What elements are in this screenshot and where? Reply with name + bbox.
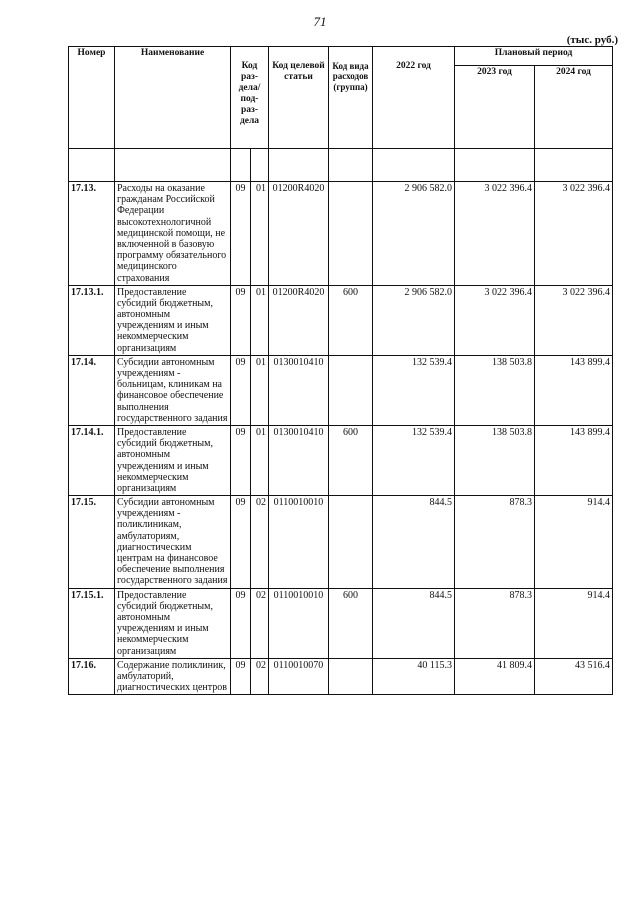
spacer-cell	[269, 149, 329, 182]
row-target-code: 0110010010	[269, 496, 329, 589]
table-row	[69, 182, 613, 286]
row-subsection: 02	[251, 658, 269, 695]
row-section: 09	[231, 496, 251, 589]
row-section: 09	[231, 658, 251, 695]
spacer-cell	[251, 149, 269, 182]
table-row	[69, 355, 613, 425]
table-row	[69, 285, 613, 355]
table-row	[69, 588, 613, 658]
row-amount-2023: 138 503.8	[455, 355, 535, 425]
row-amount-2024: 143 899.4	[535, 425, 613, 495]
spacer-cell	[115, 149, 231, 182]
row-section: 09	[231, 425, 251, 495]
row-target-code: 0110010070	[269, 658, 329, 695]
row-name: Расходы на оказание гражданам Российской Федерации высокотехнологичной медицинской помощи, не включенной в базовую программу обязательного медицинского страхования	[115, 182, 231, 286]
row-expense-type: 600	[329, 285, 373, 355]
row-section: 09	[231, 182, 251, 286]
table-row	[69, 496, 613, 589]
row-number: 17.14.	[69, 355, 115, 425]
row-target-code: 0110010010	[269, 588, 329, 658]
header-planned-period: Плановый период	[455, 47, 613, 66]
header-spacer-row	[69, 149, 613, 182]
spacer-cell	[455, 149, 535, 182]
row-amount-2023: 878.3	[455, 496, 535, 589]
row-name: Предоставление субсидий бюджетным, автономным учреждениям и иным некоммерческим организациям	[115, 588, 231, 658]
table-header-row	[69, 47, 613, 66]
row-expense-type	[329, 658, 373, 695]
units-label: (тыс. руб.)	[566, 34, 618, 46]
row-name: Субсидии автономным учреждениям - поликлиникам, амбулаториям, диагностическим центрам на финансовое обеспечение выполнения государственного задания	[115, 496, 231, 589]
row-subsection: 01	[251, 182, 269, 286]
row-amount-2022: 132 539.4	[373, 425, 455, 495]
row-amount-2023: 3 022 396.4	[455, 285, 535, 355]
row-number: 17.15.1.	[69, 588, 115, 658]
row-expense-type	[329, 496, 373, 589]
spacer-cell	[69, 149, 115, 182]
row-name: Субсидии автономным учреждениям - больницам, клиникам на финансовое обеспечение выполнения государственного задания	[115, 355, 231, 425]
row-amount-2024: 43 516.4	[535, 658, 613, 695]
row-amount-2022: 844.5	[373, 588, 455, 658]
row-number: 17.13.1.	[69, 285, 115, 355]
budget-table	[68, 46, 613, 695]
row-target-code: 0130010410	[269, 355, 329, 425]
row-amount-2024: 143 899.4	[535, 355, 613, 425]
row-section: 09	[231, 588, 251, 658]
row-amount-2023: 41 809.4	[455, 658, 535, 695]
header-target-code: Код целевой статьи	[269, 47, 329, 149]
spacer-cell	[329, 149, 373, 182]
row-name: Предоставление субсидий бюджетным, автономным учреждениям и иным некоммерческим организациям	[115, 285, 231, 355]
row-target-code: 0130010410	[269, 425, 329, 495]
row-amount-2022: 844.5	[373, 496, 455, 589]
row-target-code: 01200R4020	[269, 182, 329, 286]
spacer-cell	[231, 149, 251, 182]
header-name: Наименование	[115, 47, 231, 149]
header-expense-type-code: Код вида расходов (группа)	[329, 47, 373, 149]
row-subsection: 02	[251, 496, 269, 589]
spacer-cell	[535, 149, 613, 182]
row-amount-2022: 40 115.3	[373, 658, 455, 695]
header-year-2023: 2023 год	[455, 66, 535, 149]
row-name: Содержание поликлиник, амбулаторий, диагностических центров	[115, 658, 231, 695]
table-row	[69, 425, 613, 495]
row-expense-type: 600	[329, 425, 373, 495]
header-year-2022: 2022 год	[373, 47, 455, 149]
row-section: 09	[231, 285, 251, 355]
row-amount-2024: 914.4	[535, 496, 613, 589]
row-name: Предоставление субсидий бюджетным, автономным учреждениям и иным некоммерческим организациям	[115, 425, 231, 495]
row-number: 17.15.	[69, 496, 115, 589]
row-expense-type	[329, 182, 373, 286]
row-subsection: 02	[251, 588, 269, 658]
header-number: Номер	[69, 47, 115, 149]
table-row	[69, 658, 613, 695]
row-expense-type: 600	[329, 588, 373, 658]
header-year-2024: 2024 год	[535, 66, 613, 149]
row-amount-2023: 878.3	[455, 588, 535, 658]
row-amount-2022: 132 539.4	[373, 355, 455, 425]
row-amount-2023: 138 503.8	[455, 425, 535, 495]
row-target-code: 01200R4020	[269, 285, 329, 355]
row-number: 17.16.	[69, 658, 115, 695]
spacer-cell	[373, 149, 455, 182]
header-section-code: Код раз-дела/ под-раз-дела	[231, 47, 269, 149]
row-amount-2023: 3 022 396.4	[455, 182, 535, 286]
row-subsection: 01	[251, 355, 269, 425]
row-section: 09	[231, 355, 251, 425]
page-number: 71	[313, 14, 327, 29]
row-subsection: 01	[251, 285, 269, 355]
row-amount-2024: 3 022 396.4	[535, 182, 613, 286]
row-number: 17.14.1.	[69, 425, 115, 495]
row-number: 17.13.	[69, 182, 115, 286]
row-subsection: 01	[251, 425, 269, 495]
row-amount-2022: 2 906 582.0	[373, 285, 455, 355]
row-amount-2024: 3 022 396.4	[535, 285, 613, 355]
row-expense-type	[329, 355, 373, 425]
row-amount-2022: 2 906 582.0	[373, 182, 455, 286]
row-amount-2024: 914.4	[535, 588, 613, 658]
